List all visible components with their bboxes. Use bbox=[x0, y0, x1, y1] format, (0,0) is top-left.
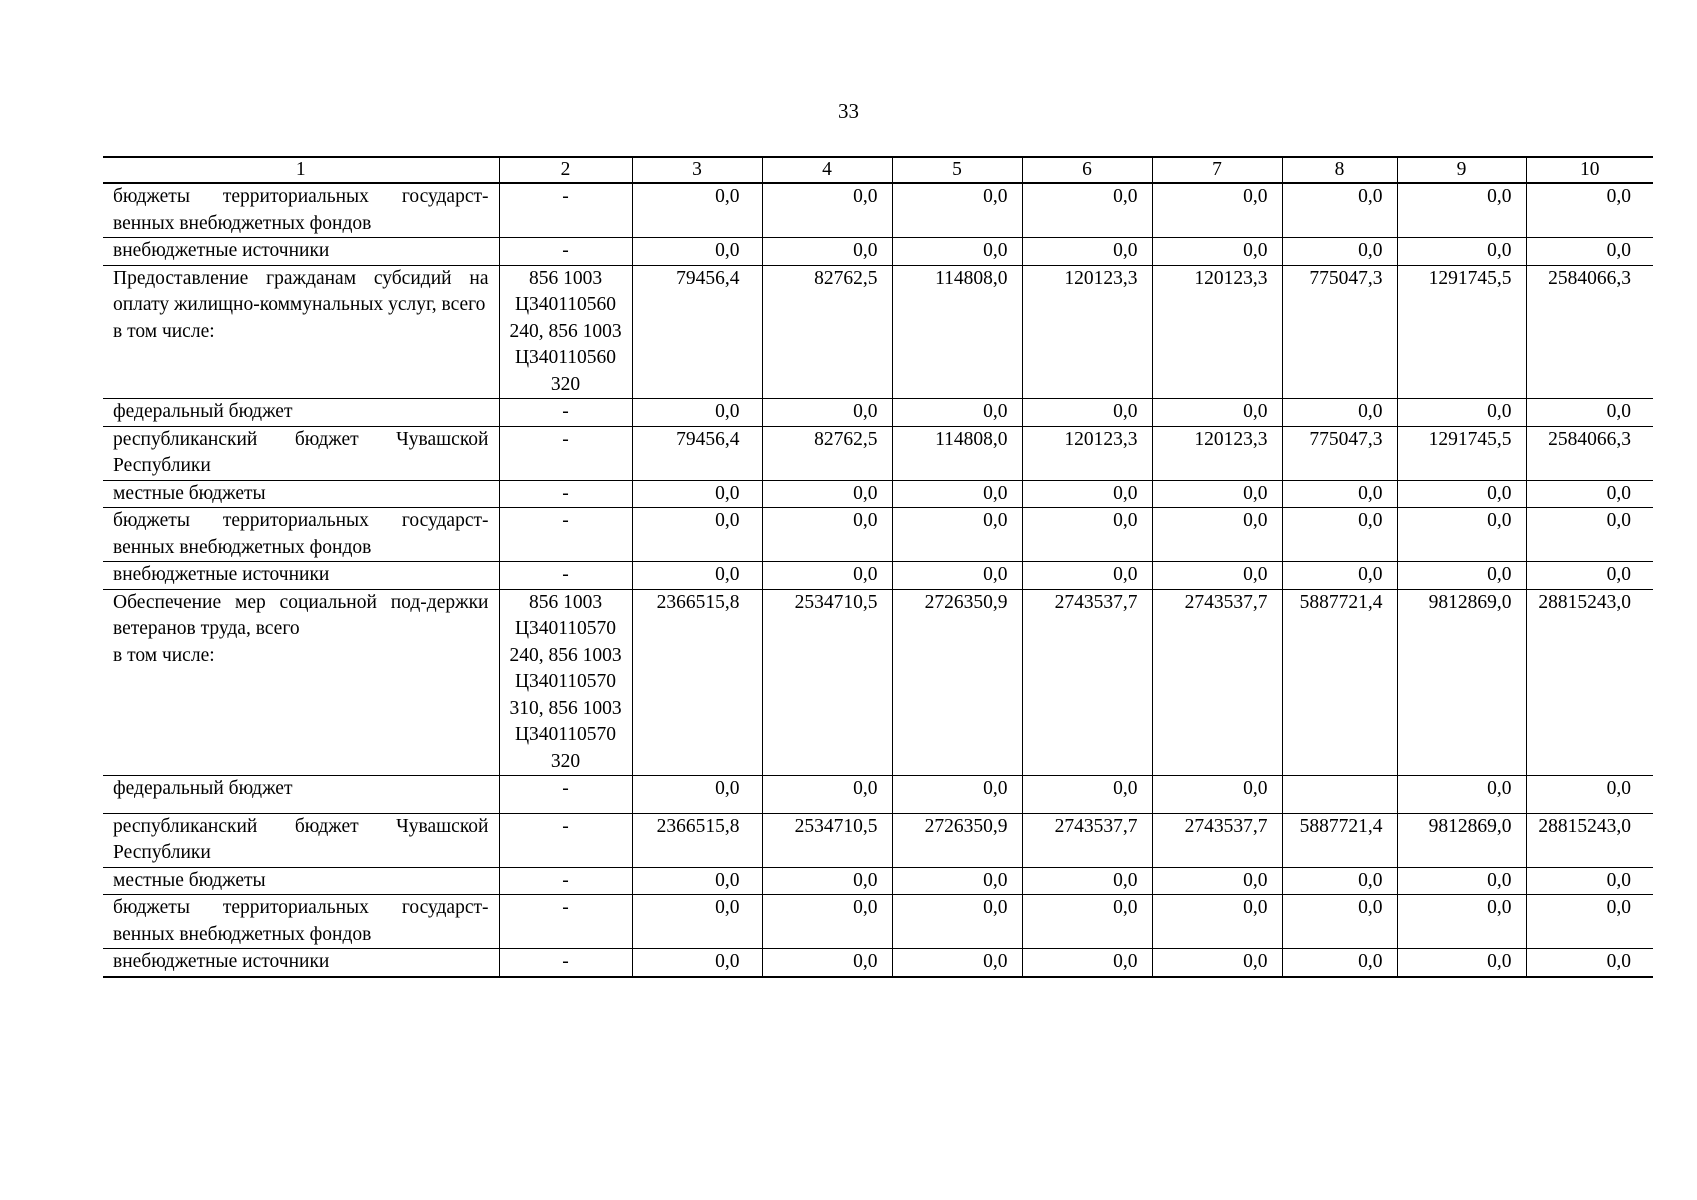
value-cell: 0,0 bbox=[1022, 399, 1152, 427]
value-cell: 0,0 bbox=[1152, 867, 1282, 895]
value-cell: 0,0 bbox=[762, 949, 892, 977]
row-label: внебюджетные источники bbox=[103, 562, 499, 590]
value-cell bbox=[1282, 776, 1397, 814]
value-cell: 0,0 bbox=[1526, 949, 1653, 977]
column-header: 10 bbox=[1526, 157, 1653, 183]
value-cell: 0,0 bbox=[1397, 399, 1526, 427]
value-cell: 0,0 bbox=[1397, 238, 1526, 266]
value-cell: 0,0 bbox=[762, 508, 892, 562]
value-cell: 0,0 bbox=[632, 562, 762, 590]
value-cell: 0,0 bbox=[1152, 895, 1282, 949]
budget-code: - bbox=[499, 426, 632, 480]
table-row bbox=[103, 949, 1653, 977]
value-cell: 2534710,5 bbox=[762, 589, 892, 776]
row-label: местные бюджеты bbox=[103, 867, 499, 895]
value-cell: 0,0 bbox=[1282, 895, 1397, 949]
value-cell: 0,0 bbox=[1282, 238, 1397, 266]
value-cell: 0,0 bbox=[762, 562, 892, 590]
value-cell: 120123,3 bbox=[1022, 426, 1152, 480]
value-cell: 0,0 bbox=[1022, 508, 1152, 562]
table-row bbox=[103, 399, 1653, 427]
value-cell: 0,0 bbox=[1152, 399, 1282, 427]
table-body bbox=[103, 183, 1653, 977]
value-cell: 0,0 bbox=[1397, 508, 1526, 562]
row-label: бюджеты территориальных государст-венных внебюджетных фондов bbox=[103, 895, 499, 949]
value-cell: 0,0 bbox=[632, 508, 762, 562]
value-cell: 2534710,5 bbox=[762, 813, 892, 867]
value-cell: 0,0 bbox=[1397, 949, 1526, 977]
value-cell: 2743537,7 bbox=[1022, 589, 1152, 776]
table-header-row bbox=[103, 157, 1653, 183]
row-label: федеральный бюджет bbox=[103, 776, 499, 814]
value-cell: 114808,0 bbox=[892, 426, 1022, 480]
table-row bbox=[103, 508, 1653, 562]
value-cell: 1291745,5 bbox=[1397, 265, 1526, 399]
value-cell: 0,0 bbox=[762, 183, 892, 238]
budget-code: 856 1003 Ц340110560 240, 856 1003 Ц340110560 320 bbox=[499, 265, 632, 399]
table-row bbox=[103, 562, 1653, 590]
value-cell: 0,0 bbox=[632, 776, 762, 814]
value-cell: 0,0 bbox=[1022, 480, 1152, 508]
value-cell: 0,0 bbox=[1282, 183, 1397, 238]
value-cell: 82762,5 bbox=[762, 426, 892, 480]
table-row bbox=[103, 813, 1653, 867]
value-cell: 0,0 bbox=[1152, 183, 1282, 238]
table-row bbox=[103, 183, 1653, 238]
value-cell: 0,0 bbox=[892, 183, 1022, 238]
budget-code: - bbox=[499, 895, 632, 949]
value-cell: 0,0 bbox=[762, 399, 892, 427]
table-row bbox=[103, 895, 1653, 949]
value-cell: 0,0 bbox=[1526, 480, 1653, 508]
column-header: 3 bbox=[632, 157, 762, 183]
value-cell: 5887721,4 bbox=[1282, 589, 1397, 776]
value-cell: 0,0 bbox=[632, 867, 762, 895]
value-cell: 0,0 bbox=[1397, 562, 1526, 590]
value-cell: 28815243,0 bbox=[1526, 813, 1653, 867]
value-cell: 2743537,7 bbox=[1152, 589, 1282, 776]
value-cell: 0,0 bbox=[1526, 238, 1653, 266]
column-header: 6 bbox=[1022, 157, 1152, 183]
budget-code: - bbox=[499, 867, 632, 895]
value-cell: 0,0 bbox=[1526, 399, 1653, 427]
column-header: 4 bbox=[762, 157, 892, 183]
value-cell: 0,0 bbox=[1022, 949, 1152, 977]
value-cell: 2366515,8 bbox=[632, 813, 762, 867]
value-cell: 0,0 bbox=[1022, 895, 1152, 949]
value-cell: 0,0 bbox=[892, 480, 1022, 508]
table-row bbox=[103, 589, 1653, 776]
column-header: 1 bbox=[103, 157, 499, 183]
value-cell: 2584066,3 bbox=[1526, 265, 1653, 399]
value-cell: 0,0 bbox=[892, 562, 1022, 590]
table-row bbox=[103, 776, 1653, 814]
value-cell: 0,0 bbox=[1397, 183, 1526, 238]
value-cell: 0,0 bbox=[1282, 562, 1397, 590]
table-row bbox=[103, 265, 1653, 399]
value-cell: 0,0 bbox=[1282, 480, 1397, 508]
column-header: 5 bbox=[892, 157, 1022, 183]
value-cell: 120123,3 bbox=[1152, 265, 1282, 399]
table-row bbox=[103, 867, 1653, 895]
value-cell: 0,0 bbox=[762, 867, 892, 895]
value-cell: 0,0 bbox=[1022, 776, 1152, 814]
value-cell: 0,0 bbox=[1397, 776, 1526, 814]
value-cell: 0,0 bbox=[1397, 480, 1526, 508]
table-row bbox=[103, 480, 1653, 508]
row-label: республиканский бюджет Чувашской Республики bbox=[103, 426, 499, 480]
value-cell: 0,0 bbox=[1526, 867, 1653, 895]
value-cell: 0,0 bbox=[892, 508, 1022, 562]
value-cell: 0,0 bbox=[1526, 895, 1653, 949]
value-cell: 0,0 bbox=[1152, 949, 1282, 977]
row-label: федеральный бюджет bbox=[103, 399, 499, 427]
value-cell: 0,0 bbox=[892, 399, 1022, 427]
value-cell: 0,0 bbox=[1022, 183, 1152, 238]
value-cell: 0,0 bbox=[1526, 508, 1653, 562]
value-cell: 0,0 bbox=[1022, 867, 1152, 895]
budget-code: - bbox=[499, 399, 632, 427]
value-cell: 9812869,0 bbox=[1397, 813, 1526, 867]
row-label: бюджеты территориальных государст-венных внебюджетных фондов bbox=[103, 508, 499, 562]
value-cell: 0,0 bbox=[1526, 562, 1653, 590]
value-cell: 0,0 bbox=[1397, 895, 1526, 949]
value-cell: 9812869,0 bbox=[1397, 589, 1526, 776]
value-cell: 0,0 bbox=[892, 949, 1022, 977]
column-header: 2 bbox=[499, 157, 632, 183]
value-cell: 120123,3 bbox=[1022, 265, 1152, 399]
budget-code: 856 1003 Ц340110570 240, 856 1003 Ц340110570 310, 856 1003 Ц340110570 320 bbox=[499, 589, 632, 776]
value-cell: 0,0 bbox=[1152, 508, 1282, 562]
value-cell: 28815243,0 bbox=[1526, 589, 1653, 776]
value-cell: 0,0 bbox=[762, 895, 892, 949]
budget-code: - bbox=[499, 776, 632, 814]
value-cell: 0,0 bbox=[1152, 776, 1282, 814]
value-cell: 0,0 bbox=[1022, 238, 1152, 266]
value-cell: 0,0 bbox=[1152, 480, 1282, 508]
value-cell: 0,0 bbox=[1282, 949, 1397, 977]
value-cell: 120123,3 bbox=[1152, 426, 1282, 480]
budget-code: - bbox=[499, 949, 632, 977]
value-cell: 2743537,7 bbox=[1022, 813, 1152, 867]
value-cell: 0,0 bbox=[892, 776, 1022, 814]
value-cell: 2366515,8 bbox=[632, 589, 762, 776]
column-header: 8 bbox=[1282, 157, 1397, 183]
value-cell: 0,0 bbox=[1282, 508, 1397, 562]
value-cell: 0,0 bbox=[762, 480, 892, 508]
value-cell: 79456,4 bbox=[632, 426, 762, 480]
value-cell: 0,0 bbox=[1526, 183, 1653, 238]
value-cell: 0,0 bbox=[1152, 562, 1282, 590]
value-cell: 0,0 bbox=[892, 238, 1022, 266]
column-header: 7 bbox=[1152, 157, 1282, 183]
value-cell: 775047,3 bbox=[1282, 265, 1397, 399]
budget-code: - bbox=[499, 508, 632, 562]
budget-code: - bbox=[499, 562, 632, 590]
value-cell: 0,0 bbox=[632, 399, 762, 427]
value-cell: 0,0 bbox=[1526, 776, 1653, 814]
value-cell: 0,0 bbox=[892, 895, 1022, 949]
value-cell: 0,0 bbox=[762, 776, 892, 814]
value-cell: 0,0 bbox=[632, 238, 762, 266]
column-header: 9 bbox=[1397, 157, 1526, 183]
budget-code: - bbox=[499, 480, 632, 508]
value-cell: 0,0 bbox=[1397, 867, 1526, 895]
row-label: Предоставление гражданам субсидий на оплату жилищно-коммунальных услуг, всего в том числе: bbox=[103, 265, 499, 399]
value-cell: 0,0 bbox=[632, 480, 762, 508]
value-cell: 2726350,9 bbox=[892, 813, 1022, 867]
value-cell: 0,0 bbox=[1282, 399, 1397, 427]
value-cell: 5887721,4 bbox=[1282, 813, 1397, 867]
row-label: внебюджетные источники bbox=[103, 949, 499, 977]
row-label: республиканский бюджет Чувашской Республики bbox=[103, 813, 499, 867]
value-cell: 0,0 bbox=[762, 238, 892, 266]
value-cell: 2743537,7 bbox=[1152, 813, 1282, 867]
value-cell: 775047,3 bbox=[1282, 426, 1397, 480]
value-cell: 0,0 bbox=[1152, 238, 1282, 266]
budget-code: - bbox=[499, 183, 632, 238]
value-cell: 2726350,9 bbox=[892, 589, 1022, 776]
value-cell: 79456,4 bbox=[632, 265, 762, 399]
value-cell: 2584066,3 bbox=[1526, 426, 1653, 480]
value-cell: 0,0 bbox=[632, 949, 762, 977]
value-cell: 0,0 bbox=[892, 867, 1022, 895]
value-cell: 0,0 bbox=[1282, 867, 1397, 895]
table-row bbox=[103, 238, 1653, 266]
row-label: местные бюджеты bbox=[103, 480, 499, 508]
value-cell: 0,0 bbox=[1022, 562, 1152, 590]
page-number: 33 bbox=[838, 99, 859, 123]
value-cell: 0,0 bbox=[632, 183, 762, 238]
value-cell: 0,0 bbox=[632, 895, 762, 949]
value-cell: 82762,5 bbox=[762, 265, 892, 399]
budget-table bbox=[103, 156, 1653, 978]
table-row bbox=[103, 426, 1653, 480]
budget-code: - bbox=[499, 238, 632, 266]
row-label: Обеспечение мер социальной под-держки ветеранов труда, всего в том числе: bbox=[103, 589, 499, 776]
row-label: внебюджетные источники bbox=[103, 238, 499, 266]
row-label: бюджеты территориальных государст-венных внебюджетных фондов bbox=[103, 183, 499, 238]
budget-code: - bbox=[499, 813, 632, 867]
value-cell: 114808,0 bbox=[892, 265, 1022, 399]
value-cell: 1291745,5 bbox=[1397, 426, 1526, 480]
